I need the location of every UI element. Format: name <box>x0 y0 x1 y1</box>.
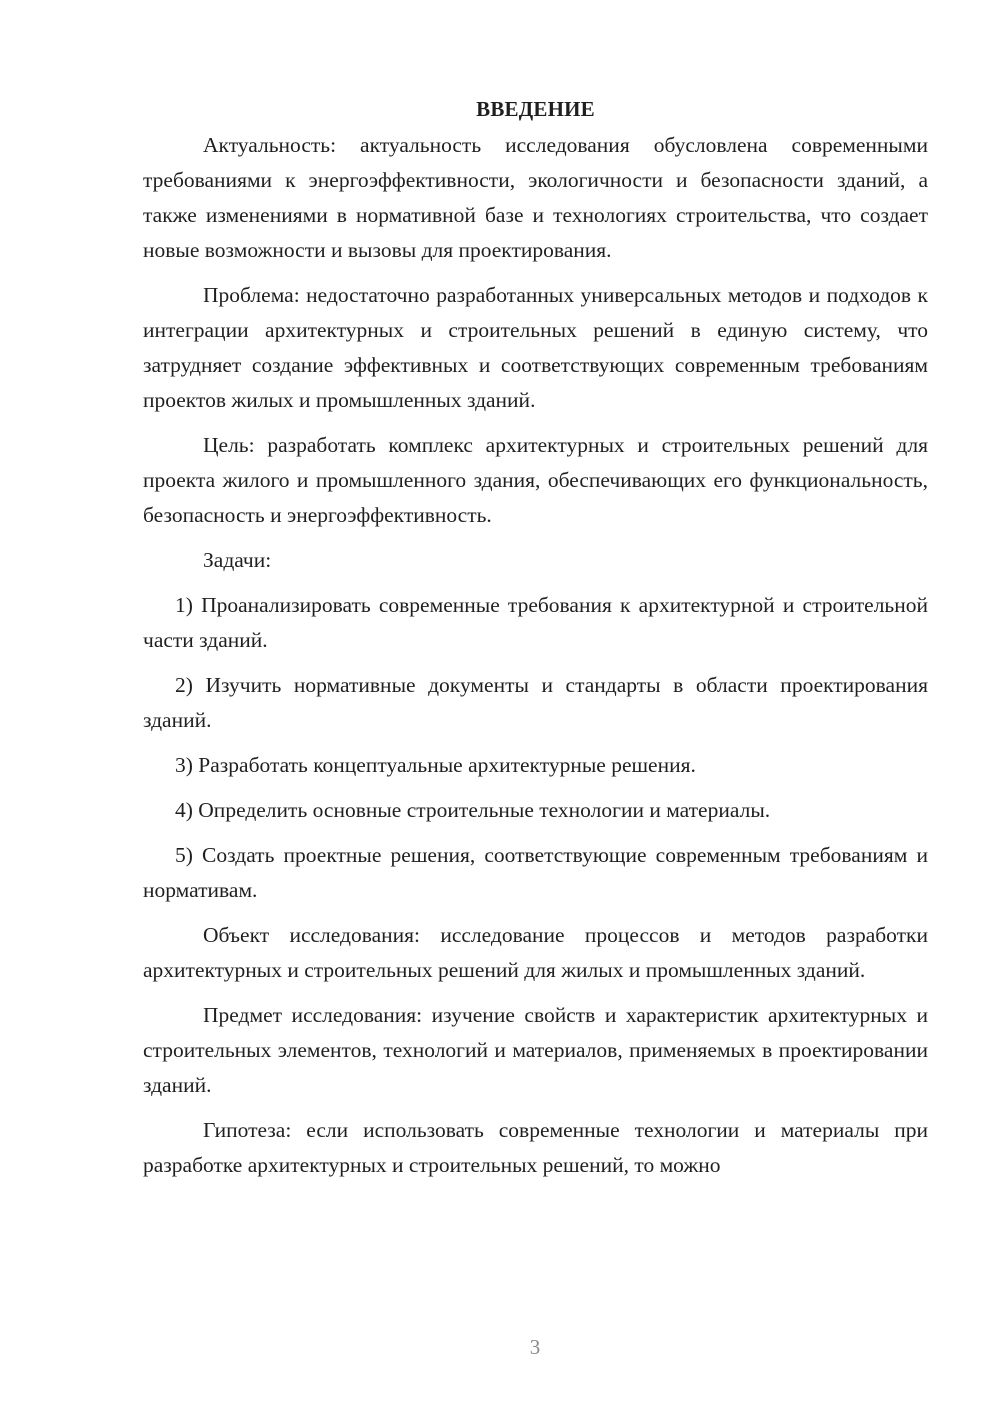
paragraph-problem: Проблема: недостаточно разработанных универсальных методов и подходов к интеграции архитектурных и строительных решений в единую систему, что затрудняет создание эффективных и соответствующих современным требованиям проектов жилых и промышленных зданий. <box>143 283 928 412</box>
task-item-5: 5) Создать проектные решения, соответствующие современным требованиям и нормативам. <box>143 843 928 902</box>
tasks-heading: Задачи: <box>203 548 272 572</box>
task-item-1: 1) Проанализировать современные требования к архитектурной и строительной части зданий. <box>143 593 928 652</box>
task-item-2: 2) Изучить нормативные документы и стандарты в области проектирования зданий. <box>143 673 928 732</box>
paragraph-goal: Цель: разработать комплекс архитектурных и строительных решений для проекта жилого и промышленного здания, обеспечивающих его функциональность, безопасность и энергоэффективность. <box>143 433 928 527</box>
paragraph-subject: Предмет исследования: изучение свойств и характеристик архитектурных и строительных элементов, технологий и материалов, применяемых в проектировании зданий. <box>143 1003 928 1097</box>
paragraph-object: Объект исследования: исследование процессов и методов разработки архитектурных и строительных решений для жилых и промышленных зданий. <box>143 923 928 982</box>
paragraph-hypothesis: Гипотеза: если использовать современные технологии и материалы при разработке архитектурных и строительных решений, то можно <box>143 1118 928 1177</box>
task-item-3: 3) Разработать концептуальные архитектурные решения. <box>175 753 696 777</box>
section-title: ВВЕДЕНИЕ <box>476 97 595 121</box>
task-item-4: 4) Определить основные строительные технологии и материалы. <box>175 798 771 822</box>
document-page <box>143 92 928 1183</box>
page-number: 3 <box>529 1335 541 1359</box>
paragraph-relevance: Актуальность: актуальность исследования обусловлена современными требованиями к энергоэффективности, экологичности и безопасности зданий, а также изменениями в нормативной базе и технологиях строительства, что создает новые возможности и вызовы для проектирования. <box>143 133 928 262</box>
